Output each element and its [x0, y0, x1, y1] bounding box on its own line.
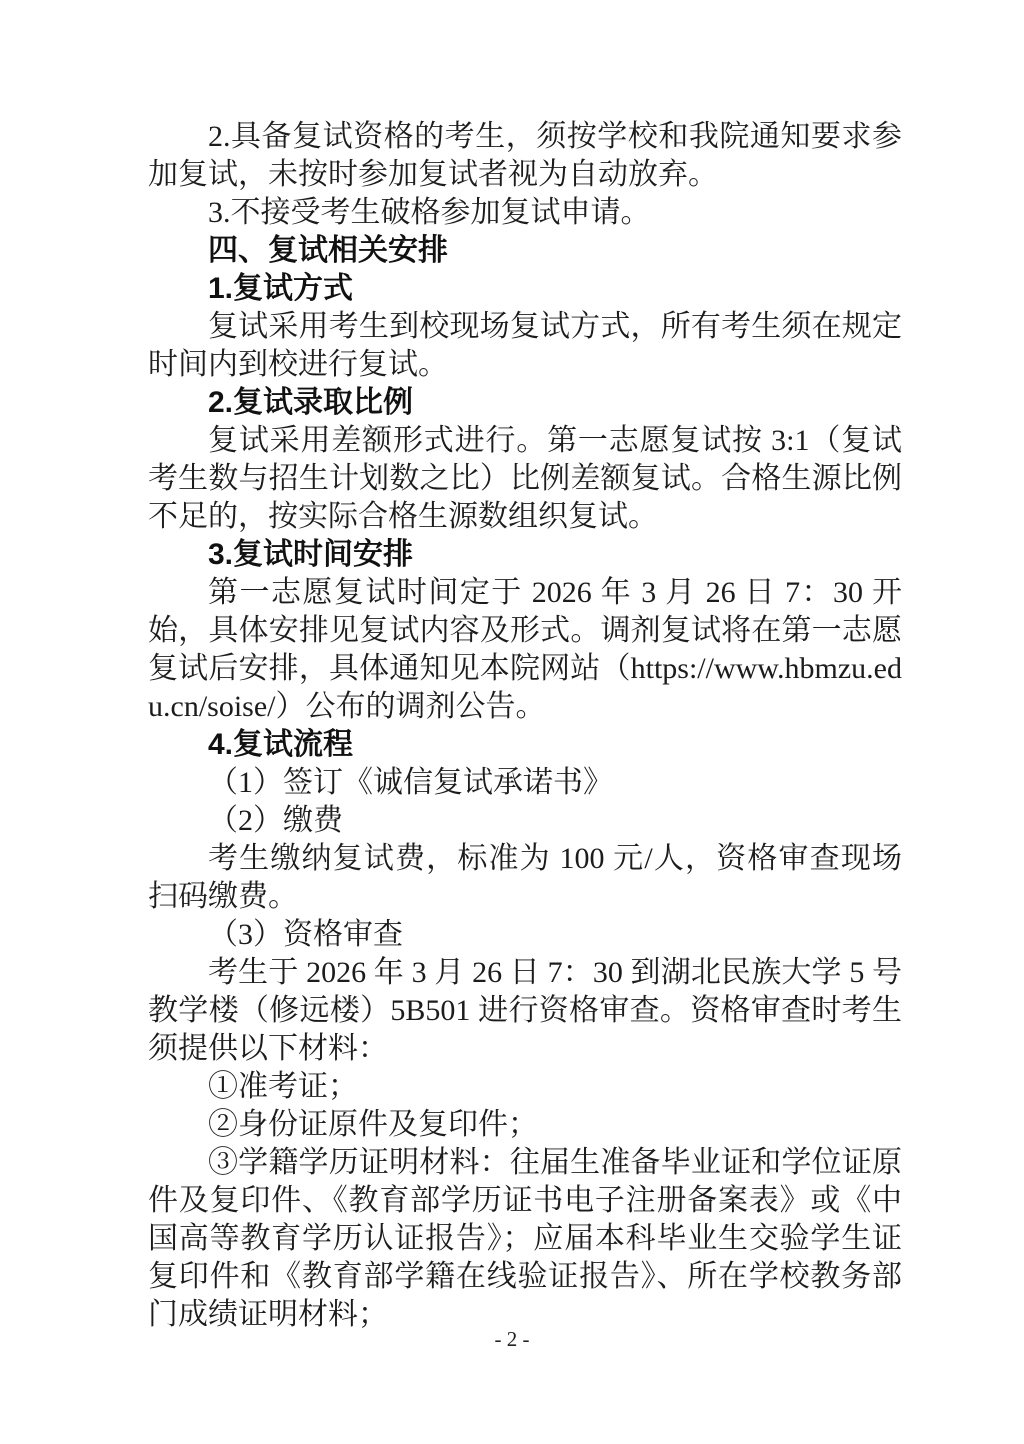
paragraph: （3）资格审查 — [208, 918, 403, 951]
paragraph: 2.具备复试资格的考生，须按学校和我院通知要求参加复试，未按时参加复试者视为自动放弃。 — [148, 120, 902, 191]
section-heading: 四、复试相关安排 — [208, 234, 448, 267]
document-body — [148, 118, 902, 1334]
sub-heading: 4.复试流程 — [208, 728, 354, 761]
paragraph: ③学籍学历证明材料：往届生准备毕业证和学位证原件及复印件、《教育部学历证书电子注册备案表》或《中国高等教育学历认证报告》；应届本科毕业生交验学生证复印件和《教育部学籍在线验证报告》、所在学校教务部门成绩证明材料； — [148, 1146, 902, 1331]
paragraph: 考生缴纳复试费，标准为 100 元/人，资格审查现场扫码缴费。 — [148, 842, 902, 913]
sub-heading: 2.复试录取比例 — [208, 386, 414, 419]
paragraph: 复试采用差额形式进行。第一志愿复试按 3:1（复试考生数与招生计划数之比）比例差额复试。合格生源比例不足的，按实际合格生源数组织复试。 — [148, 424, 902, 533]
sub-heading: 1.复试方式 — [208, 272, 354, 305]
paragraph: 第一志愿复试时间定于 2026 年 3 月 26 日 7：30 开始，具体安排见复试内容及形式。调剂复试将在第一志愿复试后安排，具体通知见本院网站（https://www.hbmzu.edu.cn/soise/）公布的调剂公告。 — [148, 576, 902, 723]
sub-heading: 3.复试时间安排 — [208, 538, 414, 571]
paragraph: ①准考证； — [208, 1070, 358, 1103]
paragraph: ②身份证原件及复印件； — [208, 1108, 538, 1141]
paragraph: 考生于 2026 年 3 月 26 日 7：30 到湖北民族大学 5 号教学楼（修远楼）5B501 进行资格审查。资格审查时考生须提供以下材料： — [148, 956, 902, 1065]
page-number: - 2 - — [494, 1327, 530, 1351]
paragraph: （1）签订《诚信复试承诺书》 — [208, 766, 613, 799]
paragraph: 复试采用考生到校现场复试方式，所有考生须在规定时间内到校进行复试。 — [148, 310, 902, 381]
paragraph: （2）缴费 — [208, 804, 343, 837]
paragraph: 3.不接受考生破格参加复试申请。 — [208, 196, 651, 229]
